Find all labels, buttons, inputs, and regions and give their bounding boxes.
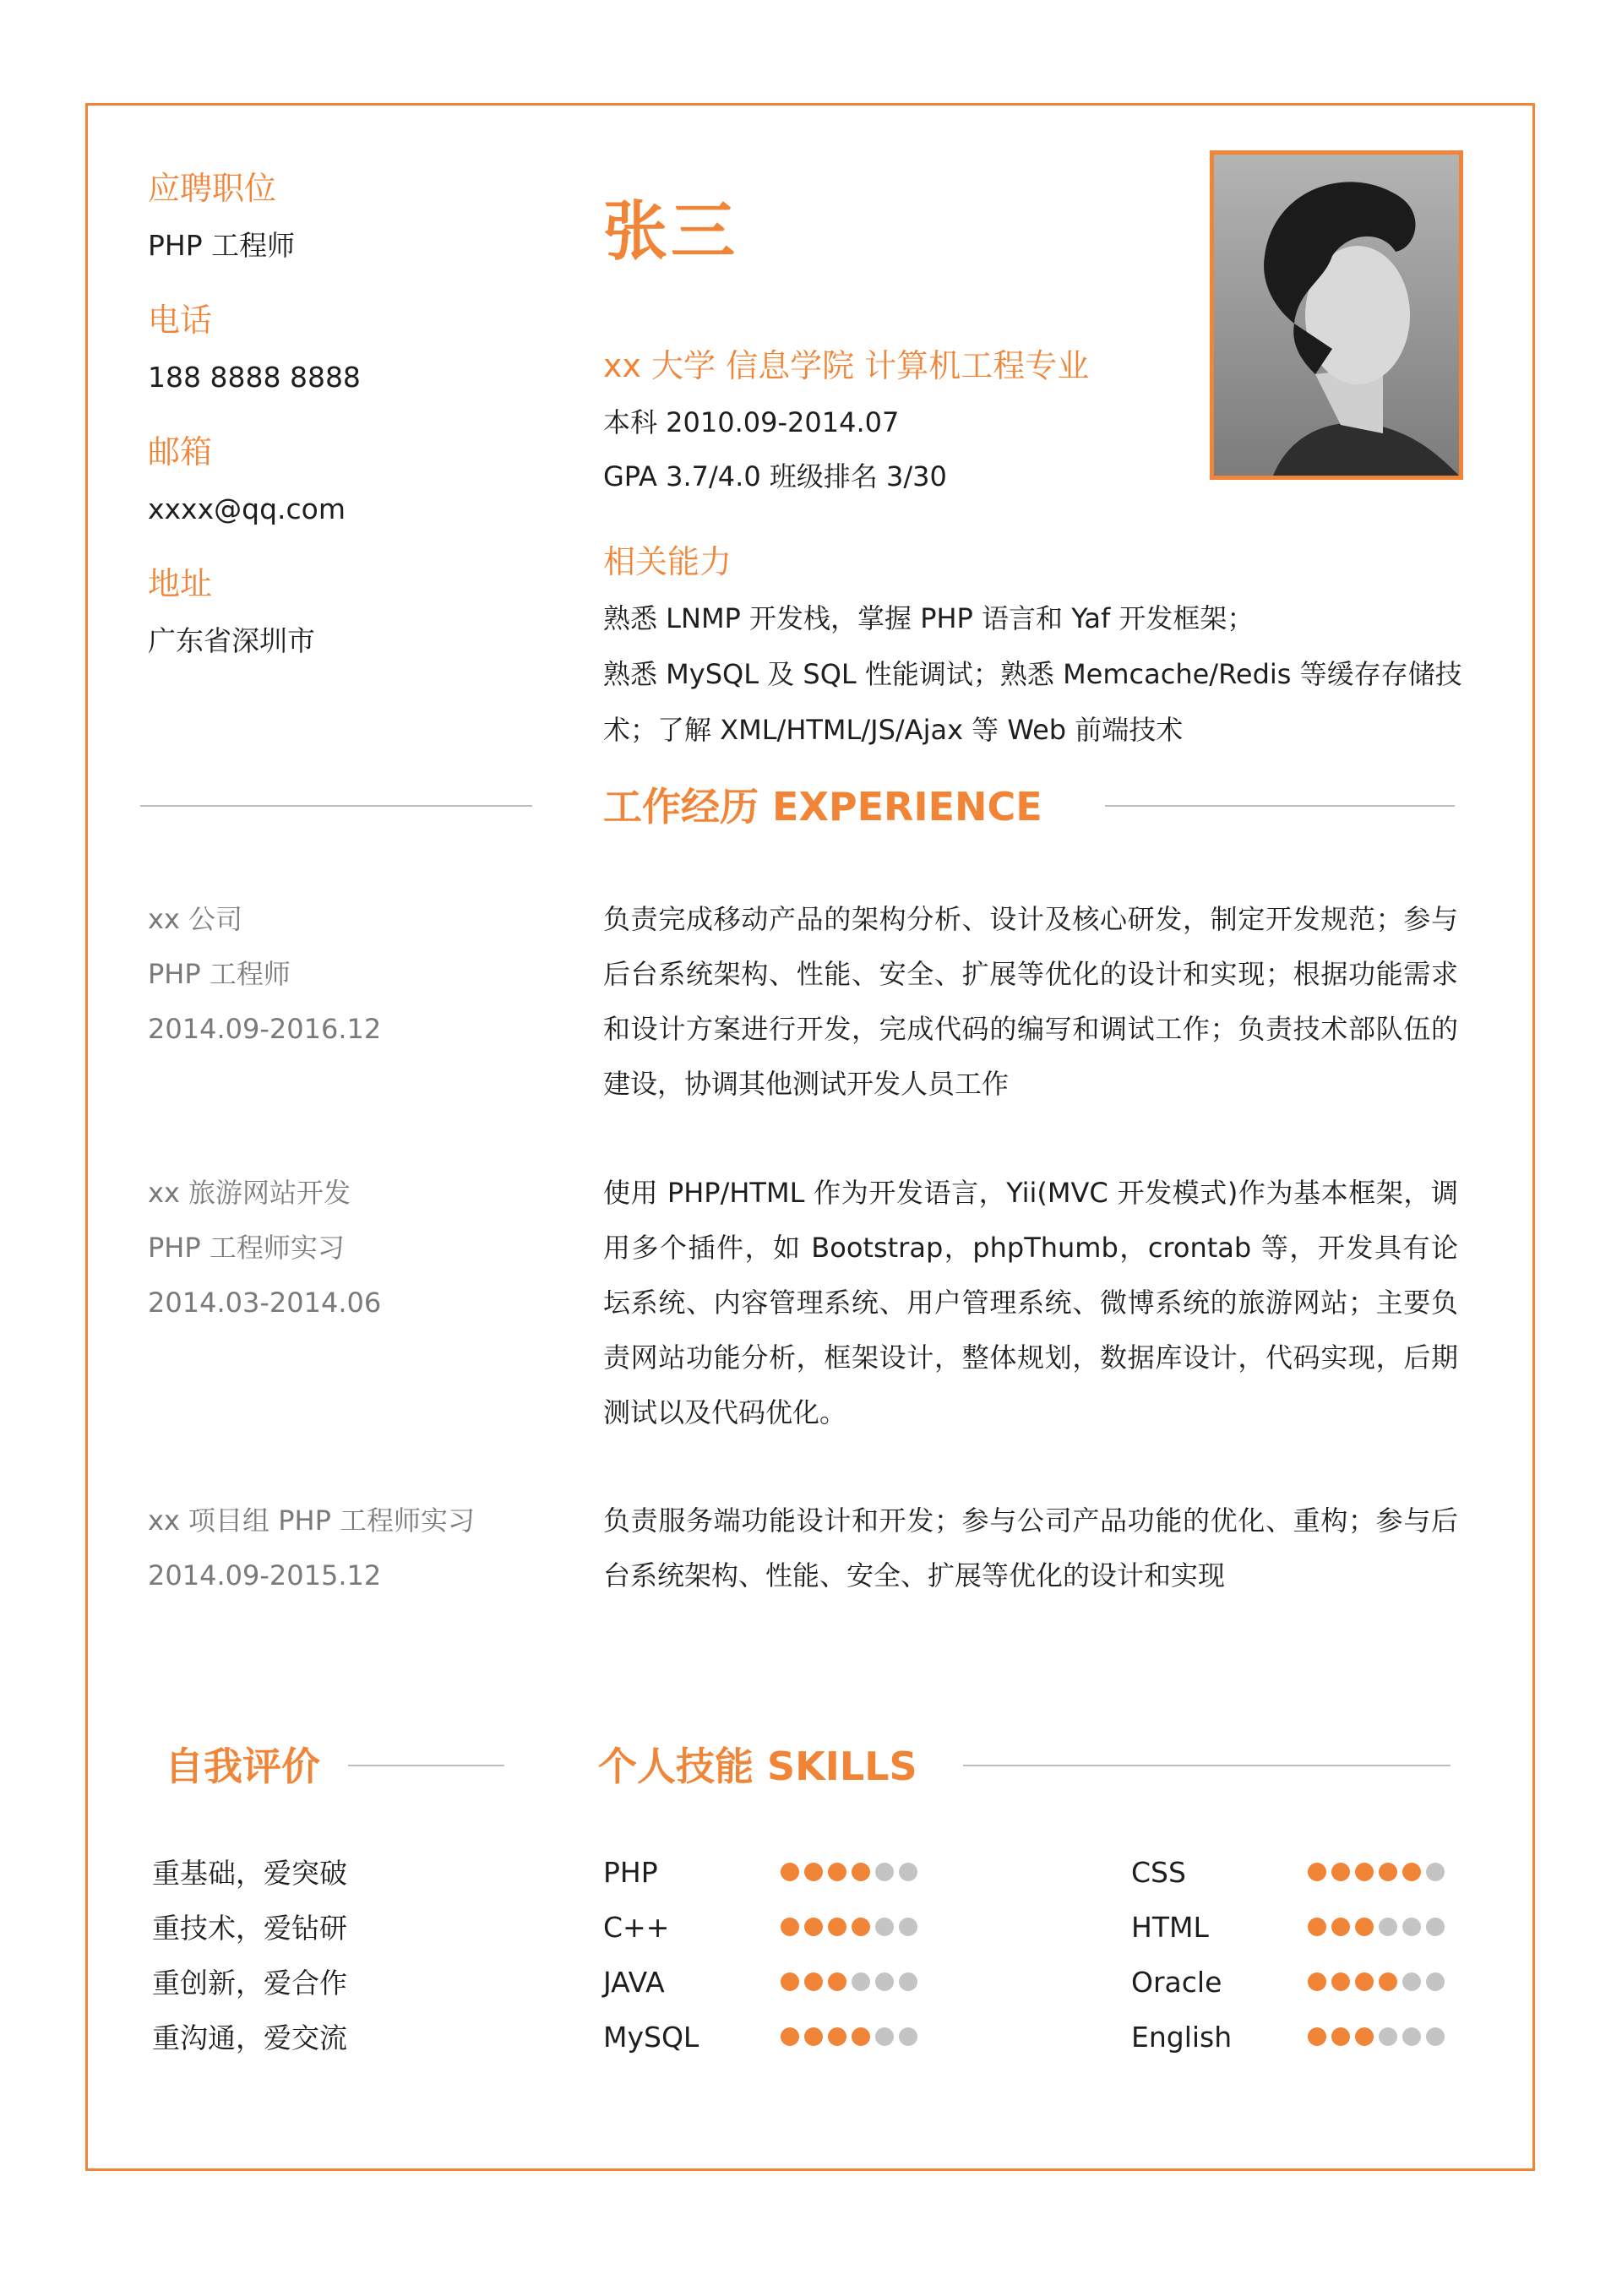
skill-rating: [781, 1918, 917, 1936]
skill-name: English: [1131, 2021, 1233, 2054]
skill-name: CSS: [1131, 1856, 1186, 1889]
contact-value-phone: 188 8888 8888: [148, 361, 361, 394]
rating-dot-filled: [804, 1918, 823, 1936]
rating-dot-filled: [1355, 1863, 1374, 1881]
rating-dot-empty: [875, 1918, 894, 1936]
contact-value-address: 广东省深圳市: [148, 624, 315, 657]
rating-dot-filled: [828, 1918, 846, 1936]
contact-label-position: 应聘职位: [148, 170, 277, 207]
rating-dot-filled: [828, 1972, 846, 1991]
rating-dot-filled: [804, 1863, 823, 1881]
rating-dot-filled: [1355, 1972, 1374, 1991]
rating-dot-filled: [828, 1863, 846, 1881]
rating-dot-filled: [1379, 1863, 1397, 1881]
self-eval-item: 重基础，爱突破: [152, 1857, 347, 1890]
rating-dot-empty: [1426, 1918, 1445, 1936]
skills-title: 个人技能 SKILLS: [598, 1744, 917, 1789]
education-title: xx 大学 信息学院 计算机工程专业: [603, 347, 1090, 384]
rating-dot-filled: [1308, 1918, 1326, 1936]
skill-name: C++: [603, 1911, 670, 1944]
skill-rating: [781, 2027, 917, 2046]
abilities-title: 相关能力: [603, 543, 732, 580]
rating-dot-filled: [1308, 1863, 1326, 1881]
profile-photo: [1210, 150, 1463, 480]
rating-dot-filled: [852, 1863, 870, 1881]
contact-label-email: 邮箱: [148, 433, 213, 471]
rating-dot-empty: [875, 2027, 894, 2046]
experience-description: 使用 PHP/HTML 作为开发语言，Yii(MVC 开发模式)作为基本框架，调用多个插件，如 Bootstrap，phpThumb，crontab 等，开发具有论坛系统、内容管理系统、用户管理系统、微博系统的旅游网站；主要负责网站功能分析，框架设计，整体规划，数据库设计，代码实现，后期测试以及代码优化。: [603, 1177, 1458, 1428]
rating-dot-empty: [852, 1972, 870, 1991]
rating-dot-filled: [1331, 1918, 1350, 1936]
experience-period: 2014.09-2016.12: [148, 1013, 382, 1045]
rating-dot-empty: [1426, 1972, 1445, 1991]
abilities-line: 熟悉 MySQL 及 SQL 性能调试；熟悉 Memcache/Redis 等缓存存储技: [603, 658, 1462, 690]
skill-rating: [781, 1863, 917, 1881]
rating-dot-filled: [1331, 1863, 1350, 1881]
rating-dot-empty: [899, 1918, 917, 1936]
skill-name: MySQL: [603, 2021, 699, 2054]
experience-company: xx 公司: [148, 903, 243, 935]
self-eval-item: 重沟通，爱交流: [152, 2021, 347, 2054]
self-eval-title: 自我评价: [165, 1744, 320, 1789]
abilities-line: 术；了解 XML/HTML/JS/Ajax 等 Web 前端技术: [603, 714, 1184, 746]
rating-dot-filled: [852, 2027, 870, 2046]
contact-label-phone: 电话: [148, 302, 213, 339]
self-eval-item: 重技术，爱钻研: [152, 1912, 347, 1945]
section-rule-left: [140, 805, 532, 807]
skill-rating: [1308, 2027, 1445, 2046]
rating-dot-filled: [1355, 2027, 1374, 2046]
rating-dot-filled: [1331, 2027, 1350, 2046]
skill-rating: [1308, 1918, 1445, 1936]
rating-dot-filled: [1308, 2027, 1326, 2046]
rating-dot-filled: [804, 1972, 823, 1991]
self-eval-rule: [348, 1765, 504, 1766]
education-degree: 本科 2010.09-2014.07: [603, 406, 900, 438]
rating-dot-filled: [781, 1918, 799, 1936]
rating-dot-empty: [899, 1972, 917, 1991]
experience-company: xx 旅游网站开发: [148, 1177, 351, 1209]
experience-company: xx 项目组 PHP 工程师实习: [148, 1504, 476, 1537]
candidate-name: 张三: [603, 193, 738, 269]
rating-dot-filled: [804, 2027, 823, 2046]
rating-dot-empty: [1379, 1918, 1397, 1936]
experience-description: 负责服务端功能设计和开发；参与公司产品功能的优化、重构；参与后台系统架构、性能、安全、扩展等优化的设计和实现: [603, 1504, 1458, 1591]
experience-role: PHP 工程师: [148, 958, 291, 990]
rating-dot-filled: [1355, 1918, 1374, 1936]
skill-rating: [1308, 1972, 1445, 1991]
rating-dot-empty: [1426, 2027, 1445, 2046]
rating-dot-empty: [899, 1863, 917, 1881]
skills-rule: [963, 1765, 1451, 1766]
contact-value-email: xxxx@qq.com: [148, 492, 346, 525]
abilities-line: 熟悉 LNMP 开发栈，掌握 PHP 语言和 Yaf 开发框架；: [603, 602, 1255, 634]
skill-name: Oracle: [1131, 1966, 1222, 1999]
rating-dot-empty: [899, 2027, 917, 2046]
rating-dot-empty: [875, 1972, 894, 1991]
rating-dot-filled: [781, 2027, 799, 2046]
rating-dot-empty: [1402, 1972, 1421, 1991]
experience-period: 2014.09-2015.12: [148, 1559, 382, 1591]
skill-name: JAVA: [603, 1966, 665, 1999]
rating-dot-empty: [1426, 1863, 1445, 1881]
skill-name: PHP: [603, 1856, 658, 1889]
rating-dot-filled: [1402, 1863, 1421, 1881]
experience-role: PHP 工程师实习: [148, 1232, 345, 1264]
section-rule-right: [1105, 805, 1455, 807]
rating-dot-filled: [1379, 1972, 1397, 1991]
rating-dot-filled: [1308, 1972, 1326, 1991]
rating-dot-empty: [1379, 2027, 1397, 2046]
skill-rating: [781, 1972, 917, 1991]
rating-dot-empty: [875, 1863, 894, 1881]
self-eval-item: 重创新，爱合作: [152, 1967, 347, 1999]
rating-dot-filled: [1331, 1972, 1350, 1991]
experience-period: 2014.03-2014.06: [148, 1287, 382, 1319]
education-gpa: GPA 3.7/4.0 班级排名 3/30: [603, 460, 947, 492]
experience-description: 负责完成移动产品的架构分析、设计及核心研发，制定开发规范；参与后台系统架构、性能、安全、扩展等优化的设计和实现；根据功能需求和设计方案进行开发，完成代码的编写和调试工作；负责技术部队伍的建设，协调其他测试开发人员工作: [603, 903, 1458, 1100]
experience-title: 工作经历 EXPERIENCE: [603, 784, 1042, 830]
contact-label-address: 地址: [148, 565, 213, 602]
rating-dot-filled: [852, 1918, 870, 1936]
skill-name: HTML: [1131, 1911, 1209, 1944]
rating-dot-empty: [1402, 1918, 1421, 1936]
rating-dot-filled: [781, 1972, 799, 1991]
rating-dot-filled: [828, 2027, 846, 2046]
rating-dot-filled: [781, 1863, 799, 1881]
contact-value-position: PHP 工程师: [148, 229, 296, 262]
rating-dot-empty: [1402, 2027, 1421, 2046]
skill-rating: [1308, 1863, 1445, 1881]
